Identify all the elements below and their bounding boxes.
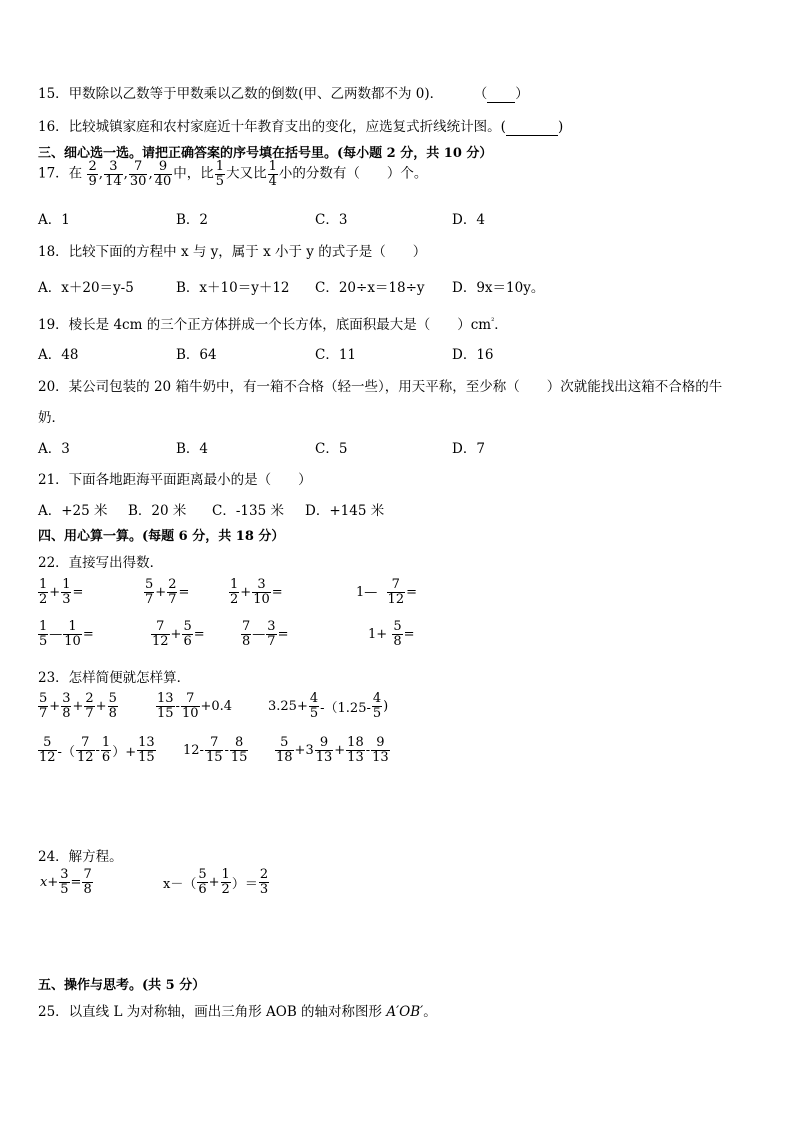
q18-option-d[interactable]: D．9x＝10y。 [452,280,545,296]
q23-expr-6: $\frac{5}{18}$ +3 $\frac{9}{13}$ + $\frac{18}{13}$ - $\frac{9}{13}$ [276,735,389,765]
q23-expr-5: 12- $\frac{7}{15}$ - $\frac{8}{15}$ [183,735,248,765]
q20-option-a[interactable]: A．3 [38,441,70,457]
q23-expr-2: $\frac{13}{15}$ - $\frac{7}{10}$ +0.4 [157,691,233,721]
q23-expr-1: $\frac{5}{7}$ + $\frac{3}{8}$ + $\frac{2}{7}$ + $\frac{5}{8}$ [39,691,117,721]
q18-option-a[interactable]: A．x＋20＝y-5 [38,280,134,296]
question-18: 18．比较下面的方程中 x 与 y，属于 x 小于 y 的式子是（ ） [38,244,427,260]
q17-frac-4: $\frac{9}{40}$ [154,159,172,189]
q15-answer-blank[interactable] [487,86,515,103]
q25-figure-name: A′OB′ [386,1004,424,1020]
q25-text: 25．以直线 L 为对称轴，画出三角形 AOB 的轴对称图形 [38,1004,387,1020]
q17-option-b[interactable]: B．2 [176,212,209,228]
q19-sup: ² [491,316,495,326]
q15-paren-open: （ [473,86,488,102]
q21-option-d[interactable]: D．+145 米 [305,503,385,519]
question-24: 24．解方程。 [38,849,123,865]
q21-option-b[interactable]: B．20 米 [128,503,187,519]
q18-option-b[interactable]: B．x＋10＝y＋12 [176,280,290,296]
q17-frac-1: $\frac{2}{9}$ [88,159,97,189]
q24-eq-1: x+ $\frac{3}{5}$ = $\frac{7}{8}$ [40,867,92,897]
section-5-title: 五、操作与思考。(共 5 分） [38,978,206,993]
q19-option-d[interactable]: D．16 [452,347,494,363]
q16-answer-blank[interactable] [506,119,558,136]
q17-frac-quarter: $\frac{1}{4}$ [268,159,277,189]
q20-option-c[interactable]: C．5 [315,441,348,457]
q24-eq-2: x－（ $\frac{5}{6}$ + $\frac{1}{2}$ ）＝ $\frac{2}{3}$ [163,867,269,897]
q16-text: 16．比较城镇家庭和农村家庭近十年教育支出的变化，应选复式折线统计图。( [38,119,506,135]
question-21: 21．下面各地距海平面距离最小的是（ ） [38,472,312,488]
q17-frac-2: $\frac{3}{14}$ [105,159,122,189]
question-25: 25．以直线 L 为对称轴，画出三角形 AOB 的轴对称图形 A′OB′。 [38,1004,437,1020]
q20-option-d[interactable]: D．7 [452,441,485,457]
q22-expr-8: 1+ $\frac{5}{8}$ = [368,619,415,649]
q17-option-c[interactable]: C．3 [315,212,348,228]
q22-expr-5: $\frac{1}{5}$ — $\frac{1}{10}$ = [39,619,94,649]
q22-expr-7: $\frac{7}{8}$ — $\frac{3}{7}$ = [242,619,289,649]
question-17: 17．在 $\frac{2}{9}$ , $\frac{3}{14}$ , $\frac{7}{30}$ , $\frac{9}{40}$ 中，比 $\frac{1}{5}$ 大又比 $\frac{1}{4}$ 小的分数有（ ）个。 [38,159,428,189]
question-20-cont: 奶． [38,410,65,426]
question-16 [38,115,563,136]
q23-expr-3: 3.25+ $\frac{4}{5}$ -（1.25- $\frac{4}{5}$ ) [268,691,389,721]
q21-option-c[interactable]: C．-135 米 [212,503,284,519]
section-3-title: 三、细心选一选。请把正确答案的序号填在括号里。(每小题 2 分，共 10 分） [38,146,493,161]
question-23: 23．怎样简便就怎样算． [38,670,191,686]
q17-prefix: 17．在 [38,165,83,182]
q19-text: 19．棱长是 4cm 的三个正方体拼成一个长方体，底面积最大是（ ）cm [38,317,492,333]
q15-paren-close: ） [515,86,529,102]
q18-option-c[interactable]: C．20÷x＝18÷y [315,280,425,296]
q23-expr-4: $\frac{5}{12}$ -（ $\frac{7}{12}$ - $\frac{1}{6}$ ）+ $\frac{13}{15}$ [39,735,155,765]
q19-option-a[interactable]: A．48 [38,347,79,363]
q22-expr-2: $\frac{5}{7}$ + $\frac{2}{7}$ = [145,577,190,607]
q15-text: 15．甲数除以乙数等于甲数乘以乙数的倒数(甲、乙两数都不为 0)． [38,86,444,102]
question-20: 20．某公司包装的 20 箱牛奶中，有一箱不合格（轻一些），用天平称，至少称（ ）次就能找出这箱不合格的牛 [38,379,723,395]
q17-frac-3: $\frac{7}{30}$ [129,159,147,189]
q22-expr-6: $\frac{7}{12}$ + $\frac{5}{6}$ = [152,619,205,649]
q19-option-c[interactable]: C．11 [315,347,357,363]
question-19: 19．棱长是 4cm 的三个正方体拼成一个长方体，底面积最大是（ ）$cm^{^2}$． [38,316,508,333]
section-4-title: 四、用心算一算。(每题 6 分，共 18 分） [38,529,285,544]
q22-expr-3: $\frac{1}{2}$ + $\frac{3}{10}$ = [230,577,283,607]
q22-expr-1: $\frac{1}{2}$ + $\frac{1}{3}$ = [39,577,84,607]
q17-frac-fifth: $\frac{1}{5}$ [215,159,225,189]
question-22: 22．直接写出得数． [38,555,164,571]
q17-option-d[interactable]: D．4 [452,212,485,228]
q19-option-b[interactable]: B．64 [176,347,217,363]
q22-expr-4: 1— $\frac{7}{12}$ = [356,577,417,607]
q17-option-a[interactable]: A．1 [38,212,70,228]
q16-paren-close: ) [557,119,564,135]
q21-option-a[interactable]: A．+25 米 [38,503,108,519]
question-15 [38,82,529,103]
q20-option-b[interactable]: B．4 [176,441,209,457]
